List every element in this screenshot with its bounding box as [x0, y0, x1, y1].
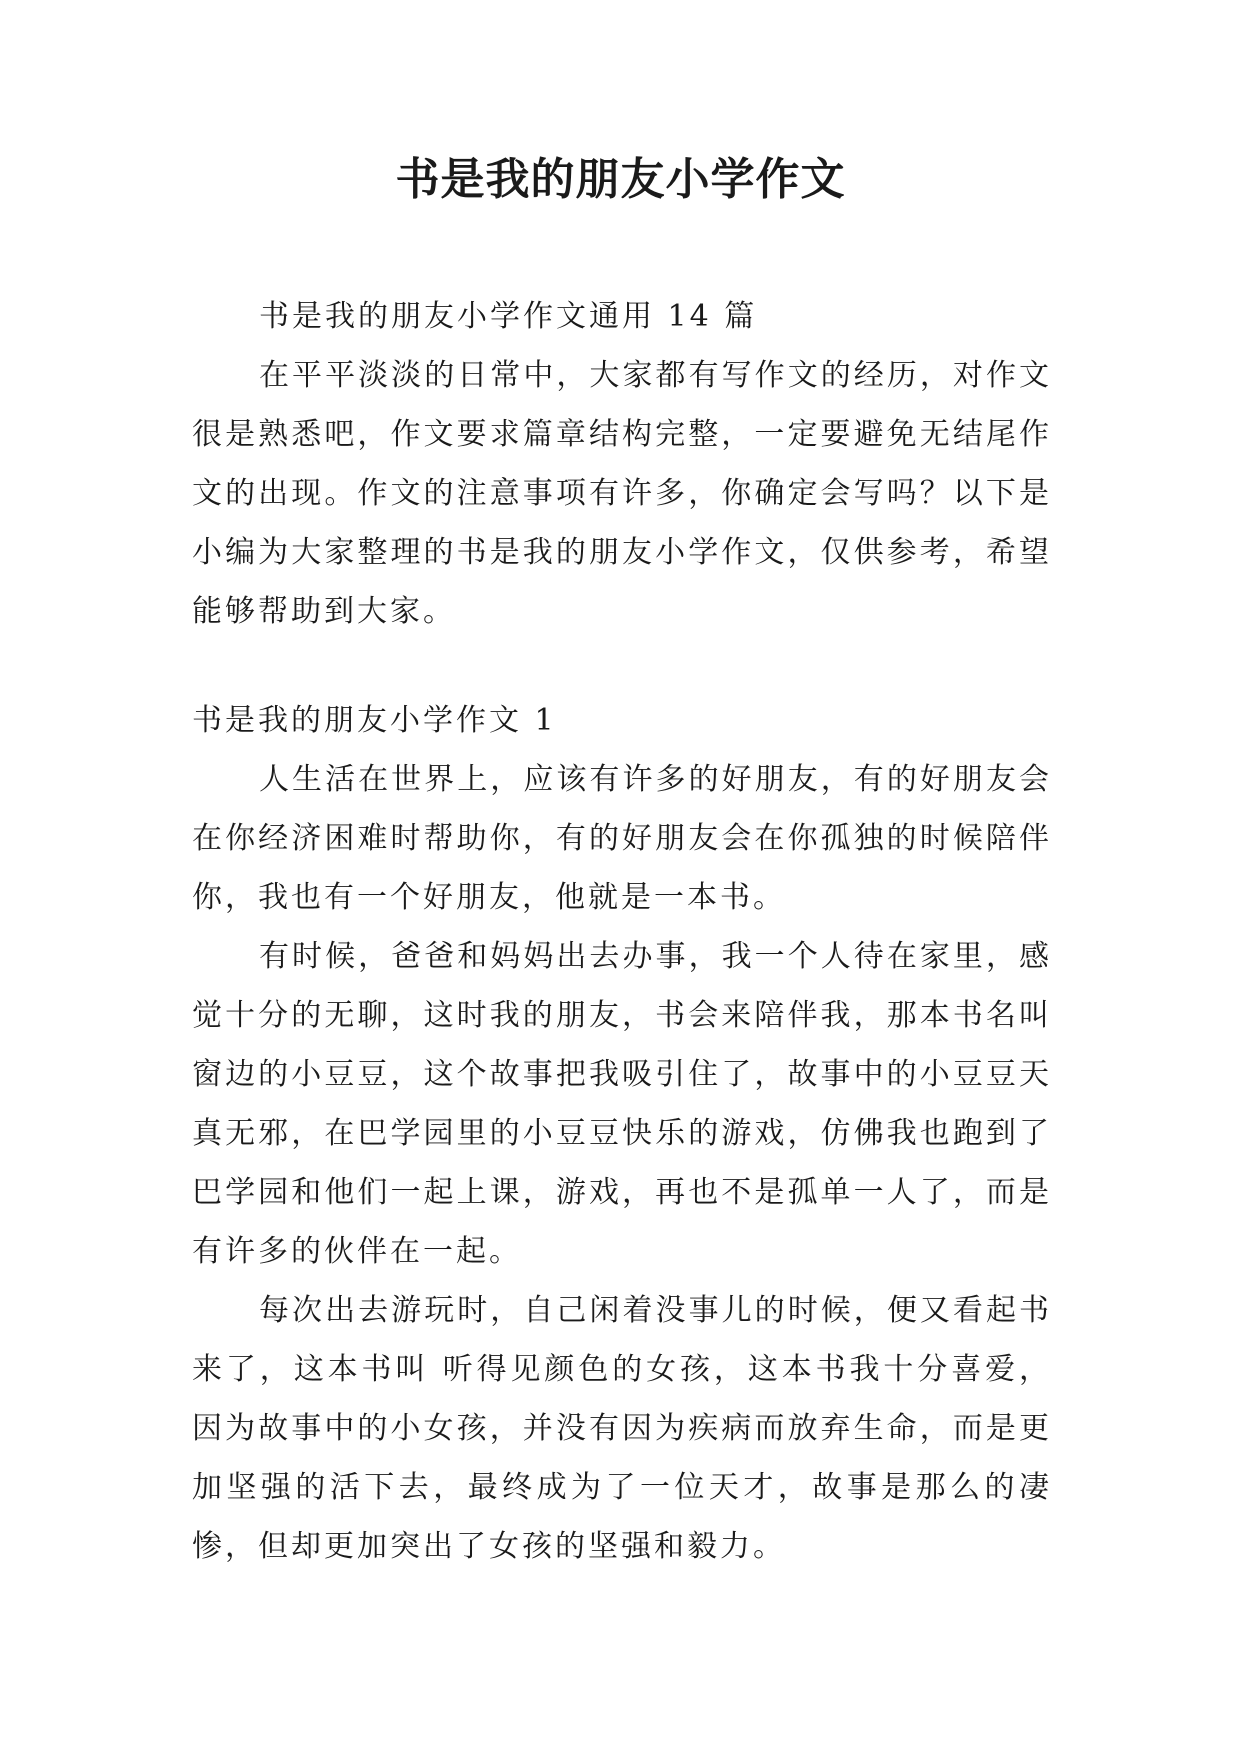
document-subtitle: 书是我的朋友小学作文通用 14 篇 — [259, 299, 758, 334]
section-paragraph: 人生活在世界上，应该有许多的好朋友，有的好朋友会在你经济困难时帮助你，有的好朋友会在你孤独的时候陪伴你，我也有一个好朋友，他就是一本书。 — [192, 762, 1052, 915]
section-paragraph: 有时候，爸爸和妈妈出去办事，我一个人待在家里，感觉十分的无聊，这时我的朋友，书会来陪伴我，那本书名叫窗边的小豆豆，这个故事把我吸引住了，故事中的小豆豆天真无邪，在巴学园里的小豆豆快乐的游戏，仿佛我也跑到了巴学园和他们一起上课，游戏，再也不是孤单一人了，而是有许多的伙伴在一起。 — [192, 939, 1052, 1269]
intro-paragraph: 在平平淡淡的日常中，大家都有写作文的经历，对作文很是熟悉吧，作文要求篇章结构完整，一定要避免无结尾作文的出现。作文的注意事项有许多，你确定会写吗？以下是小编为大家整理的书是我的朋友小学作文，仅供参考，希望能够帮助到大家。 — [192, 358, 1052, 629]
document-title: 书是我的朋友小学作文 — [395, 154, 846, 205]
document-body — [192, 287, 1052, 1576]
section-heading: 书是我的朋友小学作文 1 — [192, 703, 557, 738]
section-paragraph: 每次出去游玩时，自己闲着没事儿的时候，便又看起书来了，这本书叫 听得见颜色的女孩，这本书我十分喜爱，因为故事中的小女孩，并没有因为疾病而放弃生命，而是更加坚强的活下去，最终成为了一位天才，故事是那么的凄惨，但却更加突出了女孩的坚强和毅力。 — [192, 1293, 1052, 1564]
